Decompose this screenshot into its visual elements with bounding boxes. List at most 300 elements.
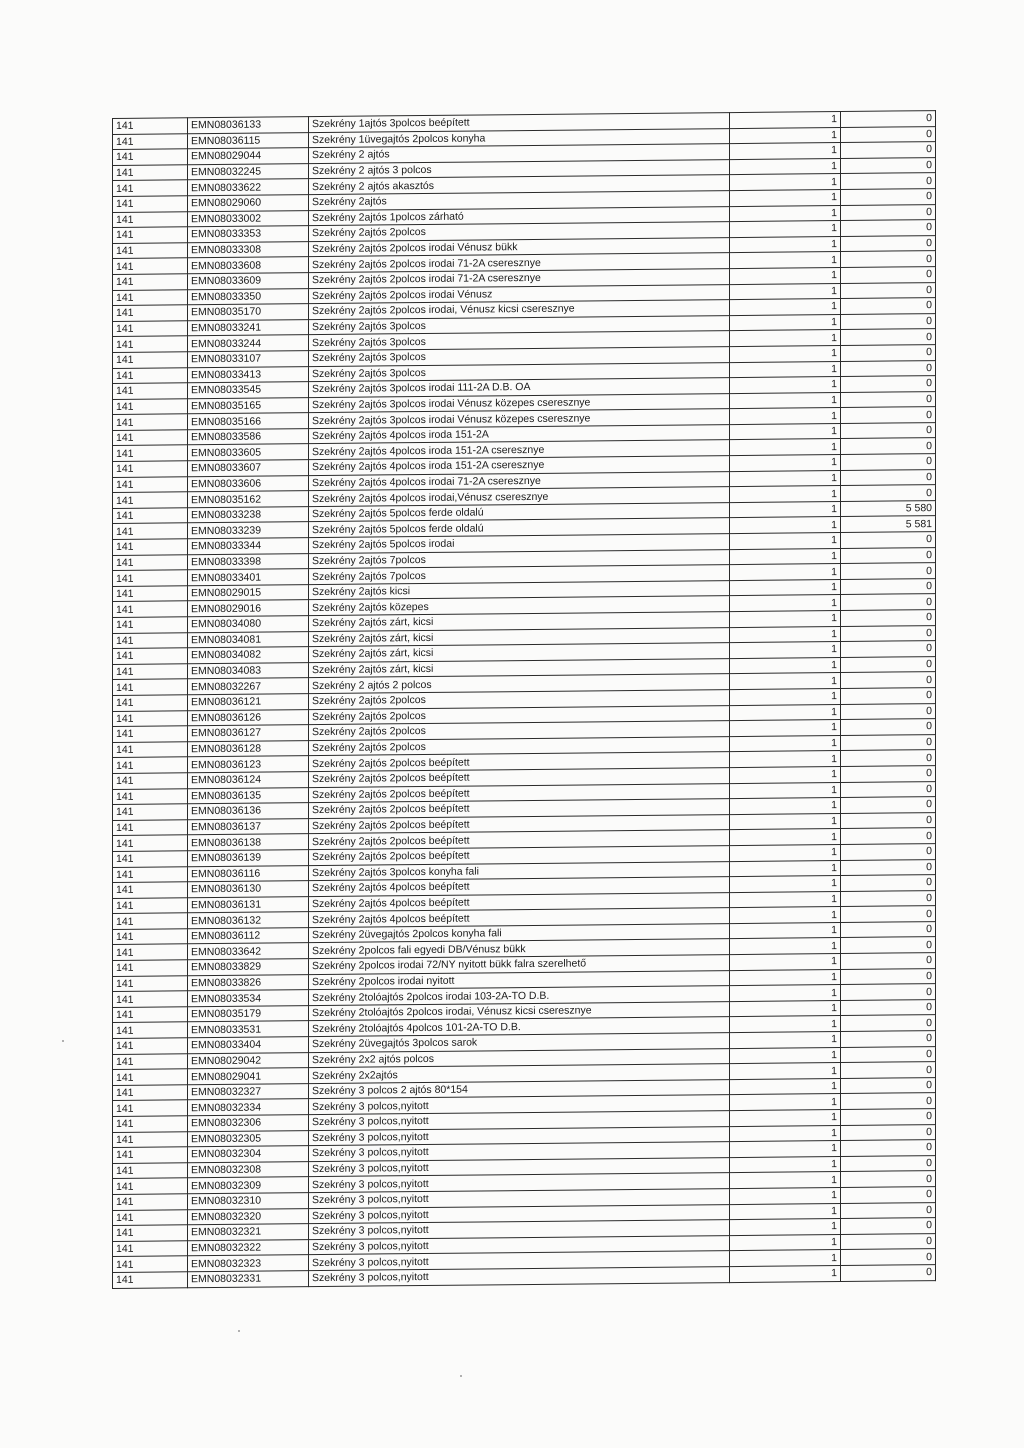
description-cell: Szekrény 2polcos irodai 72/NY nyitott bükk falra szerelhető — [309, 955, 730, 975]
description-cell: Szekrény 2ajtós zárt, kicsi — [309, 612, 730, 632]
asset-id-cell: EMN08033344 — [188, 538, 309, 555]
quantity-cell: 1 — [730, 1094, 841, 1111]
description-cell: Szekrény 2ajtós 3polcos — [309, 362, 730, 382]
account-code-cell: 141 — [113, 133, 188, 149]
account-code-cell: 141 — [113, 835, 188, 851]
asset-id-cell: EMN08033545 — [188, 382, 309, 399]
value-cell: 0 — [841, 578, 936, 595]
inventory-table — [112, 110, 936, 1288]
quantity-cell: 1 — [730, 985, 841, 1002]
description-cell: Szekrény 2ajtós 7polcos — [309, 549, 730, 569]
value-cell: 0 — [841, 1218, 936, 1235]
quantity-cell: 1 — [730, 1078, 841, 1095]
value-cell: 0 — [841, 812, 936, 829]
account-code-cell: 141 — [113, 664, 188, 680]
description-cell: Szekrény 2ajtós 5polcos irodai — [309, 534, 730, 554]
asset-id-cell: EMN08033606 — [188, 475, 309, 492]
value-cell: 0 — [841, 688, 936, 705]
account-code-cell: 141 — [113, 570, 188, 586]
quantity-cell: 1 — [730, 1000, 841, 1017]
asset-id-cell: EMN08033608 — [188, 257, 309, 274]
account-code-cell: 141 — [113, 1241, 188, 1257]
asset-id-cell: EMN08032331 — [188, 1271, 309, 1288]
description-cell: Szekrény 3 polcos,nyitott — [309, 1267, 730, 1287]
account-code-cell: 141 — [113, 929, 188, 945]
description-cell: Szekrény 2ajtós 2polcos beépített — [309, 752, 730, 772]
description-cell: Szekrény 2x2 ajtós polcos — [309, 1048, 730, 1068]
description-cell: Szekrény 2polcos irodai nyitott — [309, 970, 730, 990]
value-cell: 0 — [841, 1077, 936, 1094]
account-code-cell: 141 — [113, 398, 188, 414]
description-cell: Szekrény 2ajtós 2polcos beépített — [309, 814, 730, 834]
account-code-cell: 141 — [113, 414, 188, 430]
asset-id-cell: EMN08033308 — [188, 241, 309, 258]
quantity-cell: 1 — [730, 299, 841, 316]
asset-id-cell: EMN08033531 — [188, 1021, 309, 1038]
quantity-cell: 1 — [730, 1016, 841, 1033]
account-code-cell: 141 — [113, 461, 188, 477]
account-code-cell: 141 — [113, 757, 188, 773]
description-cell: Szekrény 2tolóajtós 4polcos 101-2A-TO D.B. — [309, 1017, 730, 1037]
account-code-cell: 141 — [113, 804, 188, 820]
value-cell: 0 — [841, 1140, 936, 1157]
value-cell: 0 — [841, 173, 936, 190]
description-cell: Szekrény 2ajtós 2polcos — [309, 721, 730, 741]
asset-id-cell: EMN08029015 — [188, 584, 309, 601]
value-cell: 5 581 — [841, 516, 936, 533]
account-code-cell: 141 — [113, 1116, 188, 1132]
value-cell: 0 — [841, 532, 936, 549]
asset-id-cell: EMN08032327 — [188, 1083, 309, 1100]
asset-id-cell: EMN08029060 — [188, 195, 309, 212]
quantity-cell: 1 — [730, 1032, 841, 1049]
asset-id-cell: EMN08032334 — [188, 1099, 309, 1116]
description-cell: Szekrény 2 ajtós akasztós — [309, 175, 730, 195]
quantity-cell: 1 — [730, 798, 841, 815]
account-code-cell: 141 — [113, 1147, 188, 1163]
value-cell: 0 — [841, 734, 936, 751]
value-cell: 0 — [841, 204, 936, 221]
asset-id-cell: EMN08034081 — [188, 631, 309, 648]
account-code-cell: 141 — [113, 445, 188, 461]
description-cell: Szekrény 3 polcos 2 ajtós 80*154 — [309, 1079, 730, 1099]
description-cell: Szekrény 2ajtós 4polcos iroda 151-2A — [309, 424, 730, 444]
quantity-cell: 1 — [730, 158, 841, 175]
description-cell: Szekrény 2ajtós 3polcos konyha fali — [309, 861, 730, 881]
value-cell: 0 — [841, 438, 936, 455]
asset-id-cell: EMN08036138 — [188, 834, 309, 851]
quantity-cell: 1 — [730, 626, 841, 643]
quantity-cell: 1 — [730, 1203, 841, 1220]
account-code-cell: 141 — [113, 819, 188, 835]
quantity-cell: 1 — [730, 267, 841, 284]
asset-id-cell: EMN08035166 — [188, 413, 309, 430]
description-cell: Szekrény 3 polcos,nyitott — [309, 1189, 730, 1209]
quantity-cell: 1 — [730, 907, 841, 924]
asset-id-cell: EMN08036139 — [188, 850, 309, 867]
asset-id-cell: EMN08033398 — [188, 553, 309, 570]
description-cell: Szekrény 2ajtós 2polcos beépített — [309, 768, 730, 788]
asset-id-cell: EMN08032323 — [188, 1255, 309, 1272]
account-code-cell: 141 — [113, 165, 188, 181]
value-cell: 0 — [841, 126, 936, 143]
quantity-cell: 1 — [730, 860, 841, 877]
value-cell: 0 — [841, 220, 936, 237]
quantity-cell: 1 — [730, 611, 841, 628]
value-cell: 0 — [841, 282, 936, 299]
value-cell: 0 — [841, 1187, 936, 1204]
quantity-cell: 1 — [730, 642, 841, 659]
value-cell: 0 — [841, 610, 936, 627]
quantity-cell: 1 — [730, 938, 841, 955]
account-code-cell: 141 — [113, 367, 188, 383]
value-cell: 0 — [841, 298, 936, 315]
quantity-cell: 1 — [730, 751, 841, 768]
account-code-cell: 141 — [113, 1038, 188, 1054]
value-cell: 0 — [841, 844, 936, 861]
asset-id-cell: EMN08032308 — [188, 1161, 309, 1178]
value-cell: 0 — [841, 921, 936, 938]
account-code-cell: 141 — [113, 788, 188, 804]
asset-id-cell: EMN08036112 — [188, 927, 309, 944]
asset-id-cell: EMN08034080 — [188, 616, 309, 633]
asset-id-cell: EMN08033401 — [188, 569, 309, 586]
asset-id-cell: EMN08033534 — [188, 990, 309, 1007]
value-cell: 0 — [841, 547, 936, 564]
account-code-cell: 141 — [113, 632, 188, 648]
scan-speck — [460, 1375, 462, 1377]
asset-id-cell: EMN08033413 — [188, 366, 309, 383]
value-cell: 0 — [841, 563, 936, 580]
value-cell: 0 — [841, 111, 936, 128]
value-cell: 0 — [841, 1031, 936, 1048]
description-cell: Szekrény 2polcos fali egyedi DB/Vénusz bükk — [309, 939, 730, 959]
description-cell: Szekrény 2ajtós 2polcos beépített — [309, 783, 730, 803]
account-code-cell: 141 — [113, 554, 188, 570]
value-cell: 0 — [841, 1249, 936, 1266]
quantity-cell: 1 — [730, 470, 841, 487]
value-cell: 0 — [841, 984, 936, 1001]
description-cell: Szekrény 2ajtós 2polcos — [309, 705, 730, 725]
value-cell: 0 — [841, 859, 936, 876]
asset-id-cell: EMN08033241 — [188, 319, 309, 336]
value-cell: 0 — [841, 189, 936, 206]
value-cell: 0 — [841, 485, 936, 502]
asset-id-cell: EMN08036137 — [188, 818, 309, 835]
quantity-cell: 1 — [730, 766, 841, 783]
asset-id-cell: EMN08036133 — [188, 117, 309, 134]
description-cell: Szekrény 2ajtós 2polcos irodai 71-2A cseresznye — [309, 253, 730, 273]
value-cell: 0 — [841, 1265, 936, 1282]
quantity-cell: 1 — [730, 735, 841, 752]
account-code-cell: 141 — [113, 1256, 188, 1272]
description-cell: Szekrény 3 polcos,nyitott — [309, 1157, 730, 1177]
quantity-cell: 1 — [730, 127, 841, 144]
quantity-cell: 1 — [730, 922, 841, 939]
asset-id-cell: EMN08034082 — [188, 647, 309, 664]
value-cell: 0 — [841, 906, 936, 923]
description-cell: Szekrény 2ajtós 5polcos ferde oldalú — [309, 518, 730, 538]
quantity-cell: 1 — [730, 1265, 841, 1282]
account-code-cell: 141 — [113, 975, 188, 991]
description-cell: Szekrény 2ajtós 2polcos beépített — [309, 830, 730, 850]
description-cell: Szekrény 2ajtós zárt, kicsi — [309, 658, 730, 678]
description-cell: Szekrény 2ajtós 2polcos — [309, 690, 730, 710]
asset-id-cell: EMN08033350 — [188, 288, 309, 305]
asset-id-cell: EMN08035170 — [188, 304, 309, 321]
value-cell: 0 — [841, 937, 936, 954]
value-cell: 0 — [841, 656, 936, 673]
asset-id-cell: EMN08033622 — [188, 179, 309, 196]
value-cell: 0 — [841, 142, 936, 159]
value-cell: 5 580 — [841, 500, 936, 517]
account-code-cell: 141 — [113, 211, 188, 227]
account-code-cell: 141 — [113, 118, 188, 134]
description-cell: Szekrény 2ajtós kicsi — [309, 580, 730, 600]
description-cell: Szekrény 3 polcos,nyitott — [309, 1095, 730, 1115]
asset-id-cell: EMN08036135 — [188, 787, 309, 804]
description-cell: Szekrény 2ajtós 4polcos beépített — [309, 877, 730, 897]
value-cell: 0 — [841, 235, 936, 252]
account-code-cell: 141 — [113, 305, 188, 321]
quantity-cell: 1 — [730, 1187, 841, 1204]
value-cell: 0 — [841, 1015, 936, 1032]
quantity-cell: 1 — [730, 205, 841, 222]
description-cell: Szekrény 2 ajtós 3 polcos — [309, 159, 730, 179]
account-code-cell: 141 — [113, 960, 188, 976]
account-code-cell: 141 — [113, 882, 188, 898]
asset-id-cell: EMN08032267 — [188, 678, 309, 695]
description-cell: Szekrény 2ajtós 2polcos irodai Vénusz bükk — [309, 237, 730, 257]
description-cell: Szekrény 2ajtós 3polcos — [309, 331, 730, 351]
value-cell: 0 — [841, 1155, 936, 1172]
asset-id-cell: EMN08036124 — [188, 772, 309, 789]
quantity-cell: 1 — [730, 844, 841, 861]
quantity-cell: 1 — [730, 392, 841, 409]
value-cell: 0 — [841, 1233, 936, 1250]
description-cell: Szekrény 2üvegajtós 2polcos konyha fali — [309, 923, 730, 943]
asset-id-cell: EMN08035162 — [188, 491, 309, 508]
quantity-cell: 1 — [730, 345, 841, 362]
description-cell: Szekrény 3 polcos,nyitott — [309, 1173, 730, 1193]
description-cell: Szekrény 2üvegajtós 3polcos sarok — [309, 1033, 730, 1053]
quantity-cell: 1 — [730, 408, 841, 425]
value-cell: 0 — [841, 1171, 936, 1188]
description-cell: Szekrény 3 polcos,nyitott — [309, 1126, 730, 1146]
account-code-cell: 141 — [113, 243, 188, 259]
asset-id-cell: EMN08033607 — [188, 460, 309, 477]
account-code-cell: 141 — [113, 1022, 188, 1038]
description-cell: Szekrény 2ajtós 3polcos irodai 111-2A D.B. OA — [309, 378, 730, 398]
value-cell: 0 — [841, 1093, 936, 1110]
value-cell: 0 — [841, 641, 936, 658]
asset-id-cell: EMN08029044 — [188, 148, 309, 165]
asset-id-cell: EMN08033238 — [188, 506, 309, 523]
account-code-cell: 141 — [113, 352, 188, 368]
asset-id-cell: EMN08032322 — [188, 1239, 309, 1256]
account-code-cell: 141 — [113, 897, 188, 913]
account-code-cell: 141 — [113, 866, 188, 882]
value-cell: 0 — [841, 469, 936, 486]
account-code-cell: 141 — [113, 1007, 188, 1023]
quantity-cell: 1 — [730, 1172, 841, 1189]
value-cell: 0 — [841, 875, 936, 892]
asset-id-cell: EMN08036132 — [188, 912, 309, 929]
value-cell: 0 — [841, 360, 936, 377]
asset-id-cell: EMN08033826 — [188, 974, 309, 991]
value-cell: 0 — [841, 719, 936, 736]
quantity-cell: 1 — [730, 954, 841, 971]
description-cell: Szekrény 2ajtós 3polcos — [309, 315, 730, 335]
account-code-cell: 141 — [113, 1272, 188, 1288]
asset-id-cell: EMN08035179 — [188, 1005, 309, 1022]
quantity-cell: 1 — [730, 1234, 841, 1251]
quantity-cell: 1 — [730, 112, 841, 129]
value-cell: 0 — [841, 329, 936, 346]
asset-id-cell: EMN08033107 — [188, 351, 309, 368]
asset-id-cell: EMN08032304 — [188, 1146, 309, 1163]
quantity-cell: 1 — [730, 548, 841, 565]
value-cell: 0 — [841, 422, 936, 439]
value-cell: 0 — [841, 1124, 936, 1141]
value-cell: 0 — [841, 828, 936, 845]
asset-id-cell: EMN08029016 — [188, 600, 309, 617]
value-cell: 0 — [841, 391, 936, 408]
quantity-cell: 1 — [730, 673, 841, 690]
description-cell: Szekrény 2ajtós 2polcos irodai 71-2A cseresznye — [309, 269, 730, 289]
description-cell: Szekrény 2ajtós 4polcos irodai,Vénusz cseresznye — [309, 487, 730, 507]
value-cell: 0 — [841, 750, 936, 767]
description-cell: Szekrény 2 ajtós 2 polcos — [309, 674, 730, 694]
asset-id-cell: EMN08036116 — [188, 865, 309, 882]
description-cell: Szekrény 2ajtós 2polcos irodai Vénusz — [309, 284, 730, 304]
asset-id-cell: EMN08036126 — [188, 709, 309, 726]
quantity-cell: 1 — [730, 876, 841, 893]
asset-id-cell: EMN08033609 — [188, 273, 309, 290]
account-code-cell: 141 — [113, 1100, 188, 1116]
quantity-cell: 1 — [730, 813, 841, 830]
quantity-cell: 1 — [730, 704, 841, 721]
value-cell: 0 — [841, 999, 936, 1016]
quantity-cell: 1 — [730, 221, 841, 238]
quantity-cell: 1 — [730, 283, 841, 300]
quantity-cell: 1 — [730, 829, 841, 846]
asset-id-cell: EMN08033642 — [188, 943, 309, 960]
account-code-cell: 141 — [113, 258, 188, 274]
description-cell: Szekrény 2ajtós — [309, 191, 730, 211]
account-code-cell: 141 — [113, 1163, 188, 1179]
account-code-cell: 141 — [113, 383, 188, 399]
quantity-cell: 1 — [730, 423, 841, 440]
quantity-cell: 1 — [730, 1141, 841, 1158]
account-code-cell: 141 — [113, 289, 188, 305]
account-code-cell: 141 — [113, 196, 188, 212]
asset-id-cell: EMN08036115 — [188, 132, 309, 149]
value-cell: 0 — [841, 251, 936, 268]
value-cell: 0 — [841, 454, 936, 471]
description-cell: Szekrény 3 polcos,nyitott — [309, 1251, 730, 1271]
value-cell: 0 — [841, 625, 936, 642]
asset-id-cell: EMN08036127 — [188, 725, 309, 742]
value-cell: 0 — [841, 376, 936, 393]
account-code-cell: 141 — [113, 274, 188, 290]
asset-id-cell: EMN08033404 — [188, 1037, 309, 1054]
inventory-table-body — [113, 111, 936, 1288]
account-code-cell: 141 — [113, 601, 188, 617]
account-code-cell: 141 — [113, 586, 188, 602]
description-cell: Szekrény 3 polcos,nyitott — [309, 1142, 730, 1162]
account-code-cell: 141 — [113, 492, 188, 508]
quantity-cell: 1 — [730, 455, 841, 472]
value-cell: 0 — [841, 407, 936, 424]
account-code-cell: 141 — [113, 913, 188, 929]
quantity-cell: 1 — [730, 1250, 841, 1267]
account-code-cell: 141 — [113, 648, 188, 664]
account-code-cell: 141 — [113, 227, 188, 243]
quantity-cell: 1 — [730, 486, 841, 503]
asset-id-cell: EMN08033002 — [188, 210, 309, 227]
account-code-cell: 141 — [113, 1225, 188, 1241]
description-cell: Szekrény 2ajtós 4polcos beépített — [309, 908, 730, 928]
quantity-cell: 1 — [730, 657, 841, 674]
value-cell: 0 — [841, 968, 936, 985]
account-code-cell: 141 — [113, 523, 188, 539]
description-cell: Szekrény 2ajtós 3polcos — [309, 346, 730, 366]
quantity-cell: 1 — [730, 377, 841, 394]
asset-id-cell: EMN08029041 — [188, 1068, 309, 1085]
asset-id-cell: EMN08032306 — [188, 1115, 309, 1132]
asset-id-cell: EMN08032320 — [188, 1208, 309, 1225]
asset-id-cell: EMN08035165 — [188, 397, 309, 414]
description-cell: Szekrény 1ajtós 3polcos beépített — [309, 113, 730, 133]
account-code-cell: 141 — [113, 430, 188, 446]
asset-id-cell: EMN08033586 — [188, 428, 309, 445]
account-code-cell: 141 — [113, 991, 188, 1007]
quantity-cell: 1 — [730, 252, 841, 269]
asset-id-cell: EMN08036136 — [188, 803, 309, 820]
account-code-cell: 141 — [113, 773, 188, 789]
value-cell: 0 — [841, 703, 936, 720]
description-cell: Szekrény 2ajtós 2polcos beépített — [309, 799, 730, 819]
description-cell: Szekrény 2ajtós közepes — [309, 596, 730, 616]
description-cell: Szekrény 2tolóajtós 2polcos irodai 103-2A-TO D.B. — [309, 986, 730, 1006]
value-cell: 0 — [841, 1202, 936, 1219]
account-code-cell: 141 — [113, 1069, 188, 1085]
quantity-cell: 1 — [730, 501, 841, 518]
account-code-cell: 141 — [113, 710, 188, 726]
value-cell: 0 — [841, 267, 936, 284]
account-code-cell: 141 — [113, 1209, 188, 1225]
quantity-cell: 1 — [730, 174, 841, 191]
asset-id-cell: EMN08036123 — [188, 756, 309, 773]
quantity-cell: 1 — [730, 688, 841, 705]
asset-id-cell: EMN08033244 — [188, 335, 309, 352]
description-cell: Szekrény 3 polcos,nyitott — [309, 1235, 730, 1255]
quantity-cell: 1 — [730, 782, 841, 799]
asset-id-cell: EMN08034083 — [188, 662, 309, 679]
value-cell: 0 — [841, 781, 936, 798]
value-cell: 0 — [841, 797, 936, 814]
quantity-cell: 1 — [730, 143, 841, 160]
quantity-cell: 1 — [730, 1125, 841, 1142]
quantity-cell: 1 — [730, 969, 841, 986]
description-cell: Szekrény 3 polcos,nyitott — [309, 1111, 730, 1131]
description-cell: Szekrény 2ajtós zárt, kicsi — [309, 643, 730, 663]
quantity-cell: 1 — [730, 1110, 841, 1127]
account-code-cell: 141 — [113, 726, 188, 742]
quantity-cell: 1 — [730, 439, 841, 456]
quantity-cell: 1 — [730, 1156, 841, 1173]
